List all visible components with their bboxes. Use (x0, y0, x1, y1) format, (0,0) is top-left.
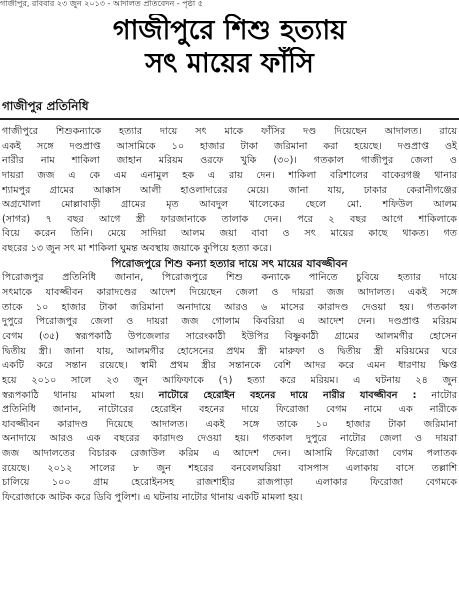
article-line: তাকে ১০ হাজার টাকা জরিমানা অনাদায়ে আরও ৬ মাসের কারাদণ্ড দেওয়া হয়। গতকাল (2, 301, 457, 313)
article-line: দুপুরে পিরোজপুর জেলা ও দায়রা জজ গোলাম কিবরিয়া এ আদেশ দেন। দণ্ডপ্রাপ্ত মরিয়ম (2, 316, 457, 328)
article-line: জজ আদালতের বিচারক রেজাউল করিম এ আদেশ দেন। আসামি ফিরোজা বেগম পলাতক (2, 448, 457, 460)
article-line-with-inline-heading (2, 389, 457, 404)
article-line: গাজীপুরে শিশুকন্যাকে হত্যার দায়ে সৎ মাকে ফাঁসির দণ্ড দিয়েছেন আদালত। রায়ে (2, 126, 457, 137)
article-line: শ্যামপুর গ্রামের আক্কাস আলী হাওলাদারের মেয়ে। জানা যায়, ঢাকার কেরানীগঞ্জের (2, 184, 457, 196)
cut-off-top-line: গাজীপুর, রবিবার ২৩ জুন ২০১৩ - আদালত প্রতিবেদন - পৃষ্ঠা ৫ (0, 0, 203, 8)
article-line: বছরের ১৩ জুন সৎ মা শাকিলা ঘুমন্ত অবস্থায় জয়াকে কুপিয়ে হত্যা করে। (2, 243, 272, 255)
inline-heading: নাটোরে হেরোইন বহনের দায়ে নারীর যাবজ্জীবন : (158, 389, 417, 401)
article-line: সৎমাকে যাবজ্জীবন কারাদণ্ডের আদেশ দিয়েছেন জেলা ও দায়রা জজ আদালত। একই সঙ্গে (2, 287, 457, 299)
article-line: যাবজ্জীবন কারাদণ্ড দিয়েছে আদালত। একই সঙ্গে তাকে ১০ হাজার টাকা জরিমানা (2, 418, 457, 430)
article-body (2, 125, 457, 506)
article-line: পিরোজপুর প্রতিনিধি জানান, পিরোজপুরে শিশু কন্যাকে পানিতে চুবিয়ে হত্যার দায়ে (2, 272, 457, 284)
headline-line-2: সৎ মায়ের ফাঁসি (145, 48, 314, 79)
article-line: একটি করে সন্তান রয়েছে। স্বামী প্রথম স্ত্রীর সন্তানকে বেশি আদর করে এমন ধারণায় ক্ষিপ্ত (2, 360, 457, 372)
article-line: একই সঙ্গে দণ্ডপ্রাপ্ত আসামিকে ১০ হাজার টাকা জরিমানা করা হয়েছে। দণ্ডপ্রাপ্ত ওই (2, 140, 457, 152)
article-line: দ্বিতীয় স্ত্রী। জানা যায়, আলমগীর হোসেনের প্রথম স্ত্রী মারুফা ও দ্বিতীয় স্ত্রী মরিয়মের ঘরে (2, 345, 457, 357)
inline-text: নাটোর (416, 389, 457, 401)
article-line: বিয়ে করেন তিনি। মেয়ে সাদিয়া আলম জয়া বাবা ও সৎ মায়ের কাছে থাকত। গত (2, 228, 457, 240)
subheading: পিরোজপুরে শিশু কন্যা হত্যার দায়ে সৎ মায়ের যাবজ্জীবন (111, 257, 348, 270)
article-line: ফিরোজাকে আটক করে ডিবি পুলিশ। এ ঘটনায় নাটোর থানায় একটি মামলা হয়। (2, 492, 303, 504)
article-line: বেগম (৩৫) স্বরূপকাঠি উপজেলার সারেংকাঠী ইউপির বিষ্ণুকাঠী গ্রামের আলমগীর হোসেন (2, 330, 457, 342)
article-line: প্রতিনিধি জানান, নাটোরের হেরোইন বহনের দায়ে ফিরোজা বেগম নামে এক নারীকে (2, 404, 457, 416)
article-line: হয়ে ২০১০ সালে ২৩ জুন আফিফাকে (৭) হত্যা করে মরিয়ম। এ ঘটনায় ২৪ জুন (2, 374, 457, 386)
article-line: (সাগর) ৭ বছর আগে স্ত্রী ফারজানাকে তালাক দেন। পরে ২ বছর আগে শাকিলাকে (2, 213, 457, 225)
article-line: দায়রা জজ এ কে এম এনামুল হক এ রায় দেন। শাকিলা বরিশালের বাকেরগঞ্জ থানার (2, 169, 457, 181)
headline (0, 14, 459, 80)
byline: গাজীপুর প্রতিনিধি (2, 99, 89, 113)
article-line: চালিয়ে ১০০ গ্রাম হেরোইনসহ রাজশাহীর রাজপাড়া এলাকার ফিরোজা বেগমকে (2, 477, 457, 489)
article-line: অগ্রখোলা মোল্লাবাড়ী গ্রামের মৃত আবদুল খালেকের ছেলে মো. শফিউল আলম (2, 199, 457, 211)
article-line: নারীর নাম শাকিলা জাহান মরিয়ম ওরফে খুকি (৩০)। গতকাল গাজীপুর জেলা ও (2, 155, 457, 167)
article-line: অনাদায়ে আরও এক বছরের কারাদণ্ড দেওয়া হয়। গতকাল দুপুরে নাটোর জেলা ও দায়রা (2, 433, 457, 445)
divider-rule (0, 118, 459, 120)
article-line: রয়েছে। ২০১২ সালের ৮ জুন শহরের বনবেলঘরিয়া বাসপাস এলাকায় বাসে তল্লাশি (2, 462, 457, 474)
headline-line-1: গাজীপুরে শিশু হত্যায় (112, 15, 347, 46)
inline-text: স্বরূপকাঠি থানায় মামলা হয়। (2, 389, 159, 401)
